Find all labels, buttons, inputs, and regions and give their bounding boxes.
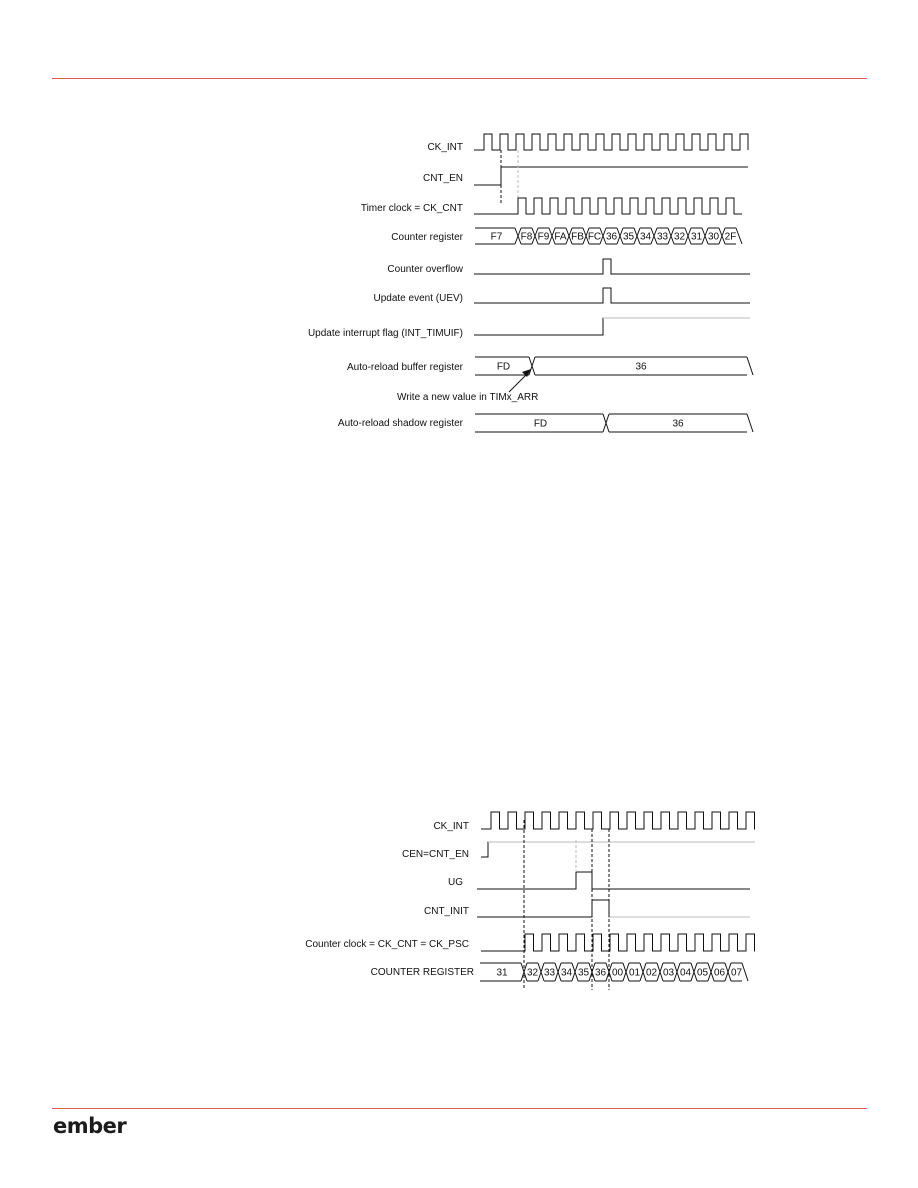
counter-register-2-bus-cross [742, 963, 748, 981]
counter-register-2-value: 05 [696, 967, 709, 979]
counter-register-value: 34 [639, 231, 652, 243]
timer-clock-wave [474, 198, 742, 214]
signal-label-counter-register-2: COUNTER REGISTER [370, 967, 474, 978]
signal-label-arr-shadow: Auto-reload shadow register [337, 418, 463, 429]
signal-label-ck-int-2: CK_INT [433, 821, 469, 832]
ck-int-wave-2 [481, 812, 755, 829]
signal-label-cnt-init: CNT_INIT [424, 906, 469, 917]
ember-logo: ember [53, 1114, 127, 1138]
signal-label-timer-clock: Timer clock = CK_CNT [360, 203, 463, 214]
counter-register-value: 32 [673, 231, 686, 243]
counter-register-2-value: 03 [662, 967, 675, 979]
ck-int-wave [474, 134, 748, 150]
counter-register-value: FA [554, 231, 567, 243]
counter-register-value: 36 [605, 231, 618, 243]
counter-register-value: F9 [537, 231, 550, 243]
update-flag-wave [474, 318, 750, 335]
signal-label-ck-int: CK_INT [427, 142, 463, 153]
counter-register-2-value: 07 [730, 967, 743, 979]
counter-register-2-value: 02 [645, 967, 658, 979]
arr-buffer-value: 36 [635, 361, 647, 373]
counter-register-2-value: 31 [496, 967, 508, 979]
counter-register-value: 2F [724, 231, 737, 243]
diagram1-waveforms [474, 134, 753, 432]
counter-register-value: F7 [490, 231, 503, 243]
cnt-init-wave [477, 900, 750, 917]
diagram1-labels [308, 142, 538, 429]
signal-label-ug: UG [448, 877, 463, 888]
counter-register-2-value: 34 [560, 967, 573, 979]
counter-register-2-value: 06 [713, 967, 726, 979]
signal-label-counter-clock: Counter clock = CK_CNT = CK_PSC [305, 939, 469, 950]
signal-label-counter-overflow: Counter overflow [387, 264, 463, 275]
signal-label-counter-register: Counter register [391, 232, 463, 243]
signal-label-cnt-en: CNT_EN [422, 173, 463, 184]
arr-write-annotation: Write a new value in TIMx_ARR [397, 392, 539, 403]
counter-register-value: FB [571, 231, 584, 243]
counter-clock-wave [481, 934, 755, 951]
counter-overflow-wave [474, 259, 750, 274]
counter-register-value: FC [587, 231, 602, 243]
signal-label-arr-buffer: Auto-reload buffer register [347, 362, 463, 373]
cnt-en-wave [474, 167, 748, 185]
counter-register-2-value: 33 [543, 967, 556, 979]
counter-register-value: F8 [520, 231, 533, 243]
diagram2-labels [305, 821, 474, 978]
counter-register-value: 31 [690, 231, 703, 243]
counter-register-2-value: 35 [577, 967, 590, 979]
counter-register-2-value: 01 [628, 967, 641, 979]
arr-buffer-value: FD [496, 361, 511, 373]
update-event-wave [474, 288, 750, 303]
arr-shadow-value: FD [533, 418, 548, 430]
counter-register-2-value: 36 [594, 967, 607, 979]
signal-label-update-flag: Update interrupt flag (INT_TIMUIF) [307, 328, 463, 339]
counter-register-value: 30 [707, 231, 720, 243]
counter-register-value: 33 [656, 231, 669, 243]
counter-register-2-value: 32 [526, 967, 539, 979]
counter-register-2-value: 00 [611, 967, 624, 979]
footer-rule [52, 1108, 867, 1109]
arr-shadow-value: 36 [672, 418, 684, 430]
signal-label-cen: CEN=CNT_EN [402, 849, 469, 860]
cen-wave [481, 842, 755, 857]
ug-wave [477, 872, 750, 889]
diagram2-waveforms [477, 812, 755, 990]
counter-register-value: 35 [622, 231, 635, 243]
arr-buffer-bus-cross [747, 357, 753, 375]
signal-label-update-event: Update event (UEV) [373, 293, 463, 304]
arr-shadow-bus-cross [747, 414, 753, 432]
counter-register-bus-cross [736, 228, 742, 244]
counter-register-2-value: 04 [679, 967, 692, 979]
